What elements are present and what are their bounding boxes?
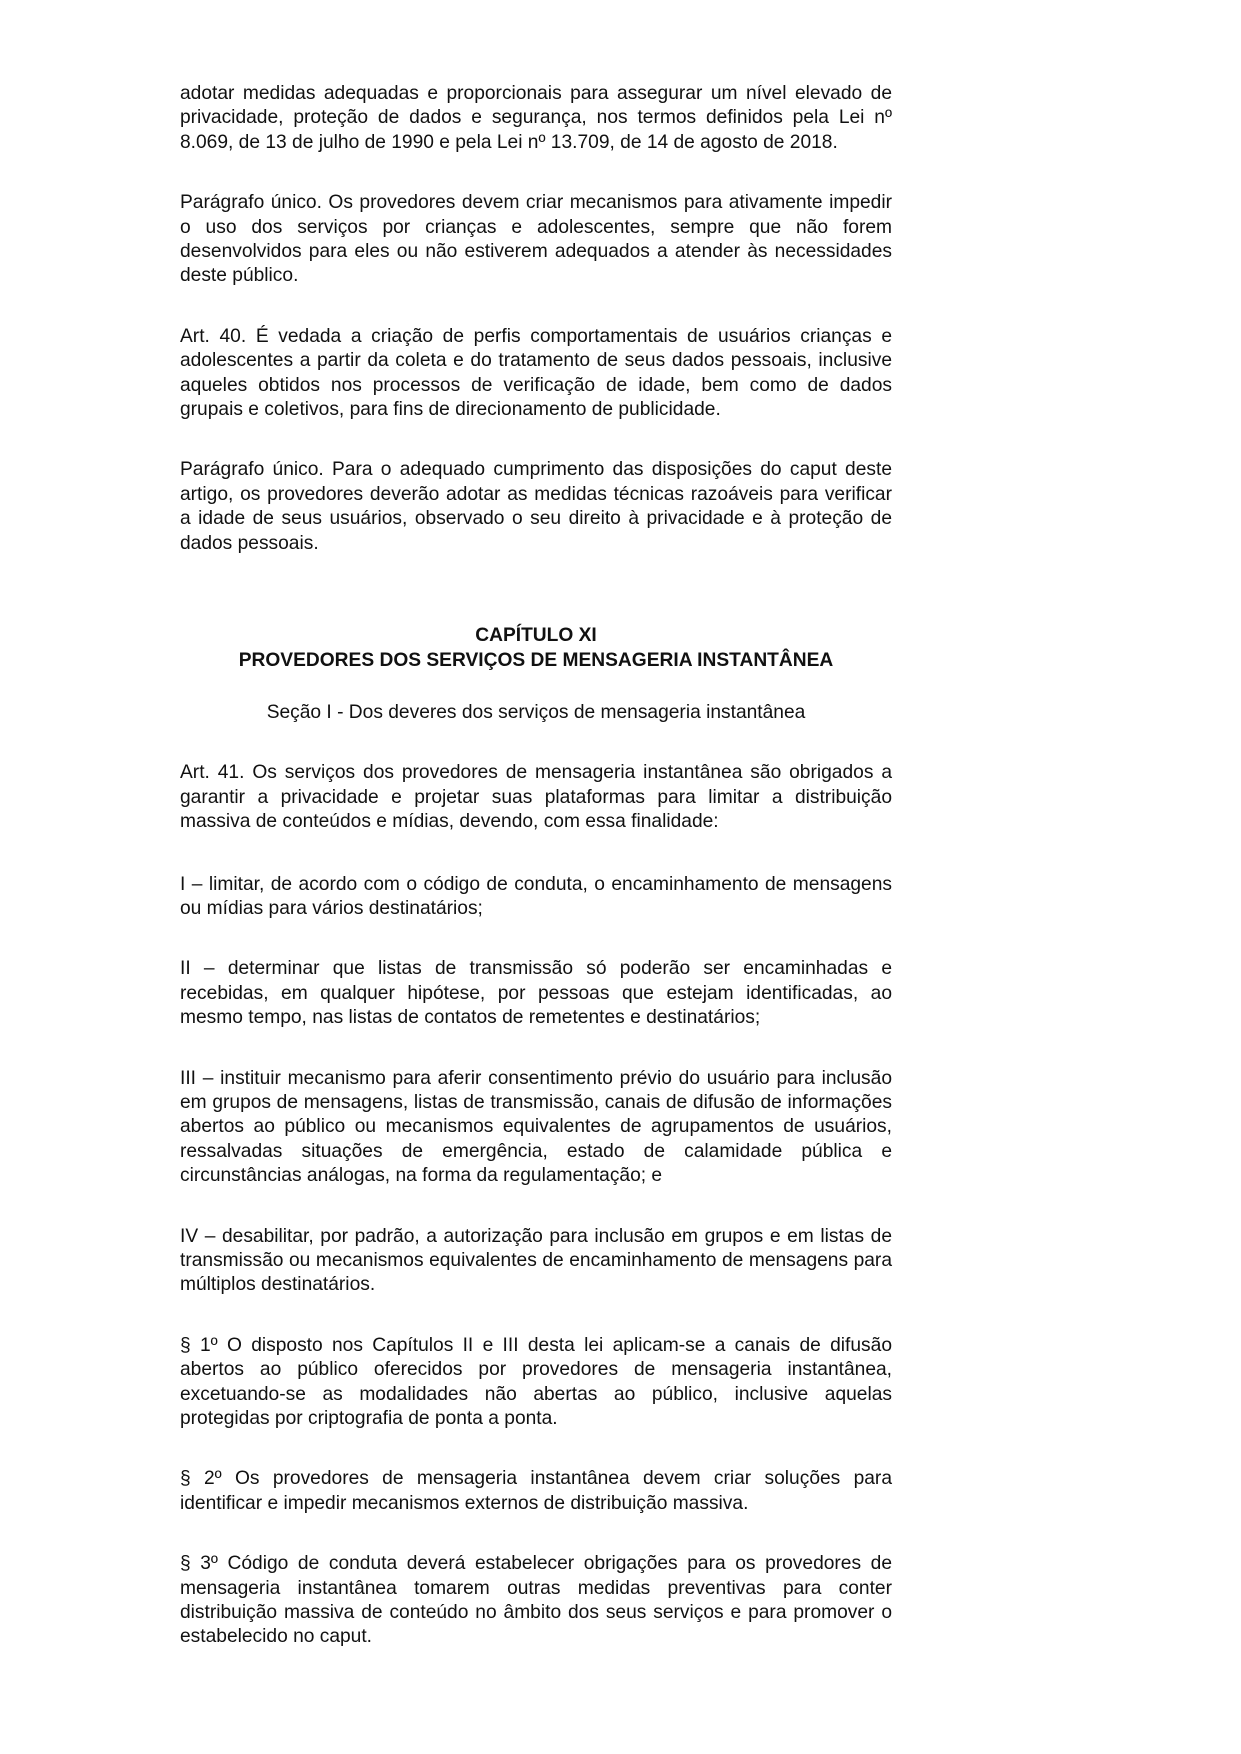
item-ii: II – determinar que listas de transmissão só poderão ser encaminhadas e recebidas, em qualquer hipótese, por pessoas que estejam identificadas, ao mesmo tempo, nas listas de contatos de remetentes e destinatários;: [180, 958, 892, 1029]
article-40: Art. 40. É vedada a criação de perfis comportamentais de usuários crianças e adolescentes a partir da coleta e do tratamento de seus dados pessoais, inclusive aqueles obtidos nos processos de verificação de idade, bem como de dados grupais e coletivos, para fins de direcionamento de publicidade.: [180, 325, 892, 421]
paragraph-2: § 2º Os provedores de mensageria instantânea devem criar soluções para identificar e impedir mecanismos externos de distribuição massiva.: [180, 1468, 892, 1514]
paragraph-3: § 3º Código de conduta deverá estabelecer obrigações para os provedores de mensageria instantânea tomarem outras medidas preventivas para conter distribuição massiva de conteúdo no âmbito dos seus serviços e para promover o estabelecido no caput.: [180, 1553, 892, 1648]
document-page: [180, 82, 892, 1650]
item-i: I – limitar, de acordo com o código de conduta, o encaminhamento de mensagens ou mídias para vários destinatários;: [180, 873, 892, 919]
paragraph-continuation: adotar medidas adequadas e proporcionais para assegurar um nível elevado de privacidade, proteção de dados e segurança, nos termos definidos pela Lei nº 8.069, de 13 de julho de 1990 e pela Lei nº 13.709, de 14 de agosto de 2018.: [180, 83, 892, 153]
chapter-number: CAPÍTULO XI: [475, 625, 597, 647]
paragraph-1: § 1º O disposto nos Capítulos II e III desta lei aplicam-se a canais de difusão abertos ao público oferecidos por provedores de mensageria instantânea, excetuando-se as modalidades não abertas ao público, inclusive aquelas protegidas por criptografia de ponta a ponta.: [180, 1334, 892, 1430]
item-iii: III – instituir mecanismo para aferir consentimento prévio do usuário para inclusão em grupos de mensagens, listas de transmissão, canais de difusão de informações abertos ao público ou mecanismos equivalentes de agrupamentos de usuários, ressalvadas situações de emergência, estado de calamidade pública e circunstâncias análogas, na forma da regulamentação; e: [180, 1067, 892, 1187]
chapter-title: PROVEDORES DOS SERVIÇOS DE MENSAGERIA INSTANTÂNEA: [238, 649, 834, 671]
paragraph-unique-1: Parágrafo único. Os provedores devem criar mecanismos para ativamente impedir o uso dos serviços por crianças e adolescentes, sempre que não forem desenvolvidos para eles ou não estiverem adequados a atender às necessidades deste público.: [180, 192, 892, 287]
item-iv: IV – desabilitar, por padrão, a autorização para inclusão em grupos e em listas de transmissão ou mecanismos equivalentes de encaminhamento de mensagens para múltiplos destinatários.: [180, 1225, 892, 1296]
article-41: Art. 41. Os serviços dos provedores de mensageria instantânea são obrigados a garantir a privacidade e projetar suas plataformas para limitar a distribuição massiva de conteúdos e mídias, devendo, com essa finalidade:: [180, 762, 892, 833]
paragraph-unique-2: Parágrafo único. Para o adequado cumprimento das disposições do caput deste artigo, os provedores deverão adotar as medidas técnicas razoáveis para verificar a idade de seus usuários, observado o seu direito à privacidade e à proteção de dados pessoais.: [180, 459, 892, 554]
section-title: Seção I - Dos deveres dos serviços de mensageria instantânea: [266, 701, 806, 723]
chapter-heading: [180, 624, 892, 673]
